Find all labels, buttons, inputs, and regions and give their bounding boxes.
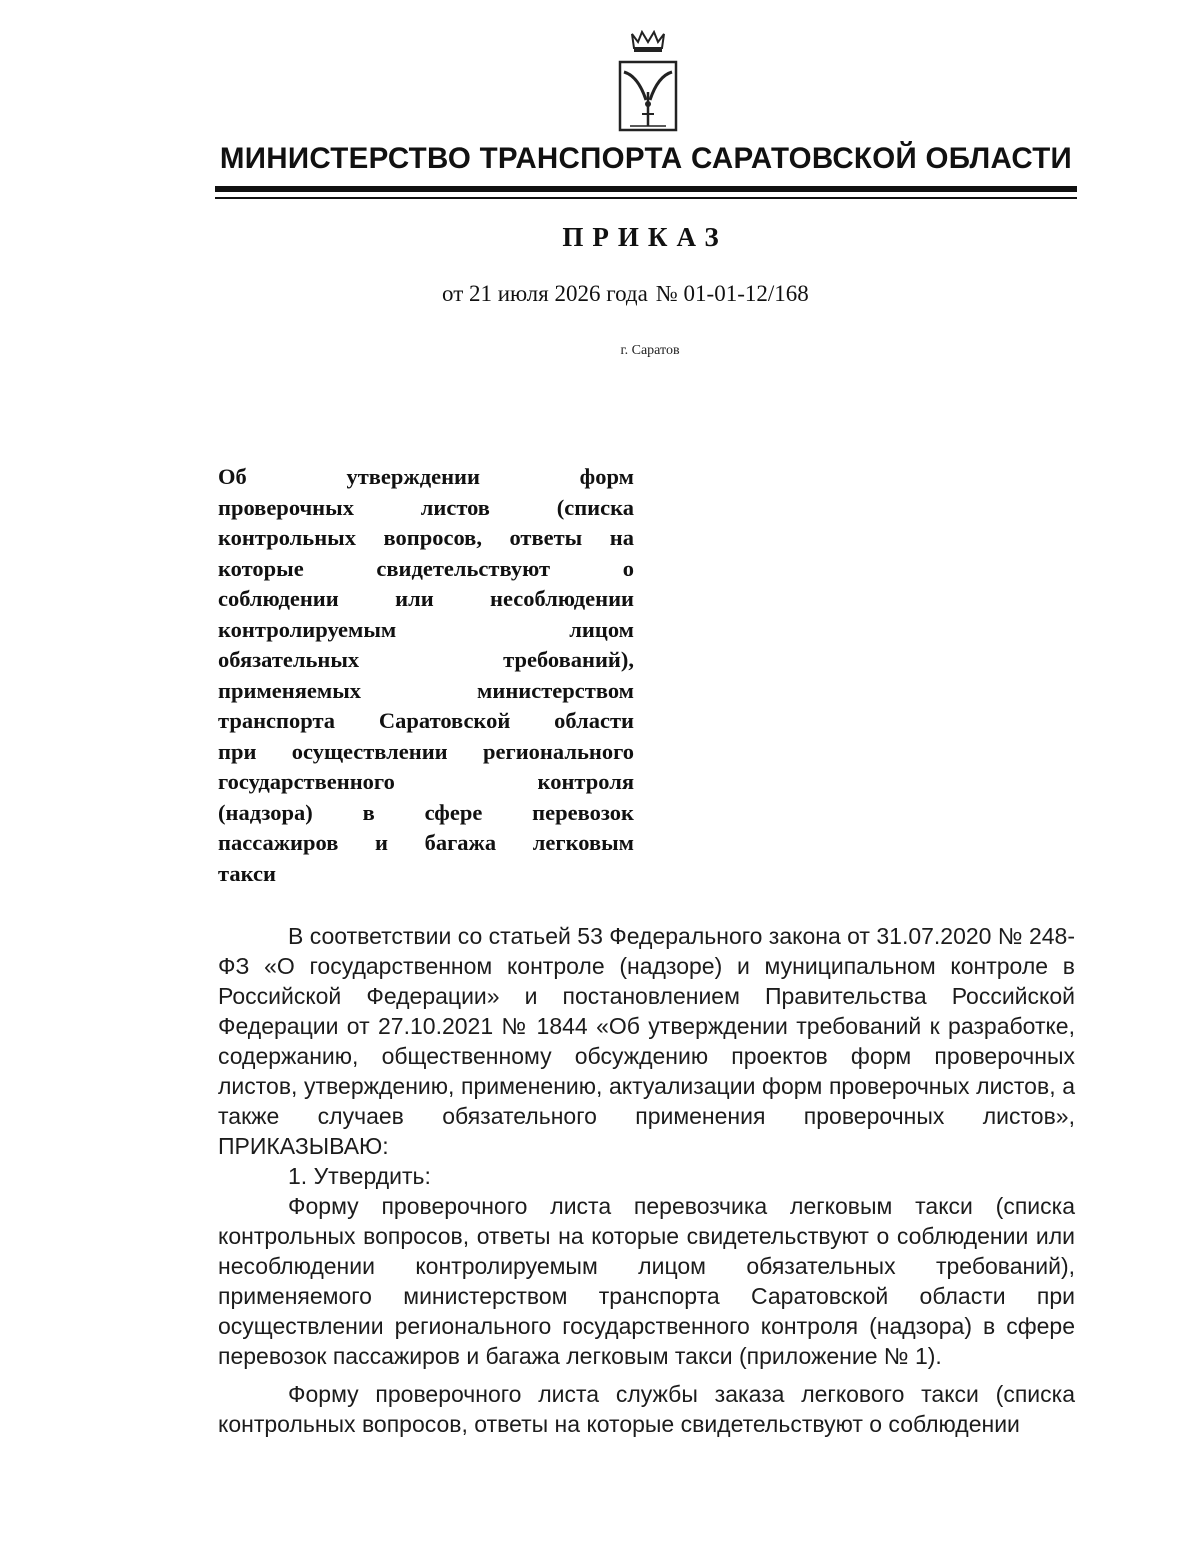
document-number: № 01-01-12/168 [655,281,809,306]
form-paragraph-1: Форму проверочного листа перевозчика легковым такси (списка контрольных вопросов, ответы на которые свидетельствуют о соблюдении или несоблюдении контролируемым лицом обязательных требований), применяемого министерством транспорта Саратовской области при осуществлении регионального государственного контроля (надзора) в сфере перевозок пассажиров и багажа легковым такси (приложение № 1). [218,1193,1075,1369]
subject-line: соблюдении или несоблюдении [218,586,634,611]
subject-line: контролируемым лицом [218,616,634,642]
subject-line: Об утверждении форм [218,464,634,489]
header-rule-thick [215,186,1077,192]
preamble-paragraph: В соответствии со статьей 53 Федерального закона от 31.07.2020 № 248-ФЗ «О государственном контроле (надзоре) и муниципальном контроле в Российской Федерации» и постановлением Правительства Российской Федерации от 27.10.2021 № 1844 «Об утверждении требований к разработке, содержанию, общественному обсуждению проектов форм проверочных листов, утверждению, применению, актуализации форм проверочных листов, а также случаев обязательного применения проверочных листов», ПРИКАЗЫВАЮ: [218,923,1075,1159]
document-city: г. Саратов [620,343,680,358]
subject-line: контрольных вопросов, ответы на [218,525,634,550]
subject-line: которые свидетельствуют о [218,555,634,581]
form-paragraph-2: Форму проверочного листа службы заказа легкового такси (списка контрольных вопросов, ответы на которые свидетельствуют о соблюдении [218,1381,1075,1437]
subject-line: такси [218,860,276,886]
header-rule-thin [215,197,1077,199]
subject-line: пассажиров и багажа легковым [218,830,634,855]
subject-line: проверочных листов (списка [218,494,634,520]
order-item-1: 1. Утвердить: [288,1163,431,1189]
document-body [218,921,1075,1439]
ministry-title: МИНИСТЕРСТВО ТРАНСПОРТА САРАТОВСКОЙ ОБЛАСТИ [219,142,1073,175]
subject-line: при осуществлении регионального [218,738,634,764]
subject-line: государственного контроля [218,769,634,794]
document-date: от 21 июля 2026 года [442,281,648,306]
saratov-coat-of-arms-icon [608,30,688,142]
document-date-line [442,281,809,307]
subject-line: (надзора) в сфере перевозок [218,799,634,825]
subject-line: обязательных требований), [218,647,634,672]
subject-line: применяемых министерством [218,677,634,703]
document-type: ПРИКАЗ [562,222,728,252]
document-subject [218,462,634,889]
subject-line: транспорта Саратовской области [218,708,634,733]
